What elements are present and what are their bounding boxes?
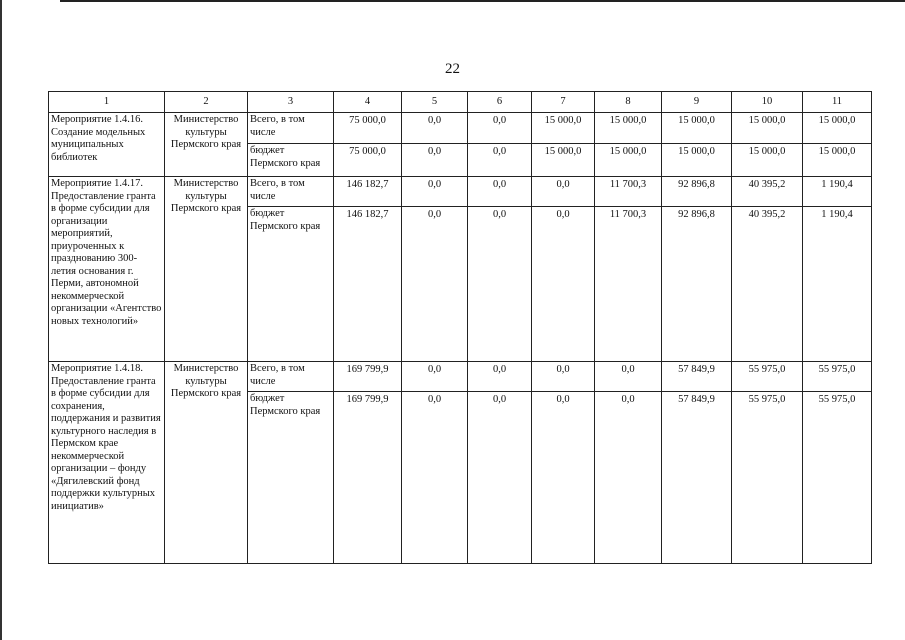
value-cell: 0,0 — [532, 177, 595, 207]
value-cell: 0,0 — [402, 392, 468, 564]
value-cell: 15 000,0 — [803, 144, 872, 177]
value-cell: 92 896,8 — [662, 207, 732, 362]
value-cell: 1 190,4 — [803, 207, 872, 362]
column-header: 6 — [468, 92, 532, 113]
value-cell: 169 799,9 — [334, 362, 402, 392]
column-header: 10 — [732, 92, 803, 113]
value-cell: 40 395,2 — [732, 177, 803, 207]
scan-top-edge — [60, 0, 905, 2]
column-header: 2 — [165, 92, 248, 113]
value-cell: 0,0 — [402, 177, 468, 207]
value-cell: 0,0 — [468, 362, 532, 392]
value-cell: 15 000,0 — [732, 144, 803, 177]
funding-source: бюджет Пермского края — [248, 392, 334, 564]
value-cell: 92 896,8 — [662, 177, 732, 207]
value-cell: 0,0 — [532, 392, 595, 564]
executor: Министерство культуры Пермского края — [165, 362, 248, 564]
value-cell: 0,0 — [402, 207, 468, 362]
value-cell: 75 000,0 — [334, 144, 402, 177]
value-cell: 1 190,4 — [803, 177, 872, 207]
activity-name: Мероприятие 1.4.18. Предоставление гранта в форме субсидии для сохранения, поддержания и развития культурного наследия в Пермском крае некоммерческой организации – фонду «Дягилевский фонд поддержки культурных инициатив» — [49, 362, 165, 564]
column-header: 8 — [595, 92, 662, 113]
table-row — [49, 362, 872, 392]
table-row — [49, 113, 872, 144]
funding-source: бюджет Пермского края — [248, 207, 334, 362]
value-cell: 146 182,7 — [334, 207, 402, 362]
value-cell: 0,0 — [468, 392, 532, 564]
column-header: 3 — [248, 92, 334, 113]
value-cell: 0,0 — [468, 144, 532, 177]
value-cell: 15 000,0 — [532, 144, 595, 177]
value-cell: 75 000,0 — [334, 113, 402, 144]
value-cell: 15 000,0 — [595, 113, 662, 144]
value-cell: 11 700,3 — [595, 207, 662, 362]
value-cell: 55 975,0 — [732, 392, 803, 564]
value-cell: 40 395,2 — [732, 207, 803, 362]
value-cell: 0,0 — [468, 207, 532, 362]
value-cell: 11 700,3 — [595, 177, 662, 207]
value-cell: 0,0 — [595, 362, 662, 392]
column-header: 7 — [532, 92, 595, 113]
executor: Министерство культуры Пермского края — [165, 113, 248, 177]
table-row — [49, 177, 872, 207]
value-cell: 0,0 — [468, 113, 532, 144]
executor: Министерство культуры Пермского края — [165, 177, 248, 362]
funding-source: Всего, в том числе — [248, 362, 334, 392]
column-header: 4 — [334, 92, 402, 113]
value-cell: 57 849,9 — [662, 362, 732, 392]
value-cell: 0,0 — [532, 362, 595, 392]
value-cell: 15 000,0 — [732, 113, 803, 144]
column-header: 5 — [402, 92, 468, 113]
value-cell: 0,0 — [595, 392, 662, 564]
value-cell: 146 182,7 — [334, 177, 402, 207]
value-cell: 15 000,0 — [595, 144, 662, 177]
funding-source: бюджет Пермского края — [248, 144, 334, 177]
column-header: 11 — [803, 92, 872, 113]
value-cell: 55 975,0 — [803, 362, 872, 392]
table-header-row — [49, 92, 872, 113]
activity-name: Мероприятие 1.4.16. Создание модельных муниципальных библиотек — [49, 113, 165, 177]
value-cell: 55 975,0 — [803, 392, 872, 564]
funding-source: Всего, в том числе — [248, 177, 334, 207]
page-number: 22 — [445, 61, 460, 77]
value-cell: 15 000,0 — [532, 113, 595, 144]
value-cell: 0,0 — [402, 144, 468, 177]
value-cell: 0,0 — [402, 113, 468, 144]
value-cell: 0,0 — [468, 177, 532, 207]
scan-left-edge — [0, 0, 2, 640]
value-cell: 15 000,0 — [803, 113, 872, 144]
value-cell: 169 799,9 — [334, 392, 402, 564]
value-cell: 57 849,9 — [662, 392, 732, 564]
column-header: 9 — [662, 92, 732, 113]
value-cell: 15 000,0 — [662, 113, 732, 144]
budget-table — [48, 91, 872, 564]
column-header: 1 — [49, 92, 165, 113]
value-cell: 15 000,0 — [662, 144, 732, 177]
activity-name: Мероприятие 1.4.17. Предоставление гранта в форме субсидии для организации мероприятий, приуроченных к празднованию 300-летия основания г. Перми, автономной некоммерческой организации «Агентство новых технологий» — [49, 177, 165, 362]
funding-source: Всего, в том числе — [248, 113, 334, 144]
value-cell: 0,0 — [402, 362, 468, 392]
value-cell: 0,0 — [532, 207, 595, 362]
value-cell: 55 975,0 — [732, 362, 803, 392]
